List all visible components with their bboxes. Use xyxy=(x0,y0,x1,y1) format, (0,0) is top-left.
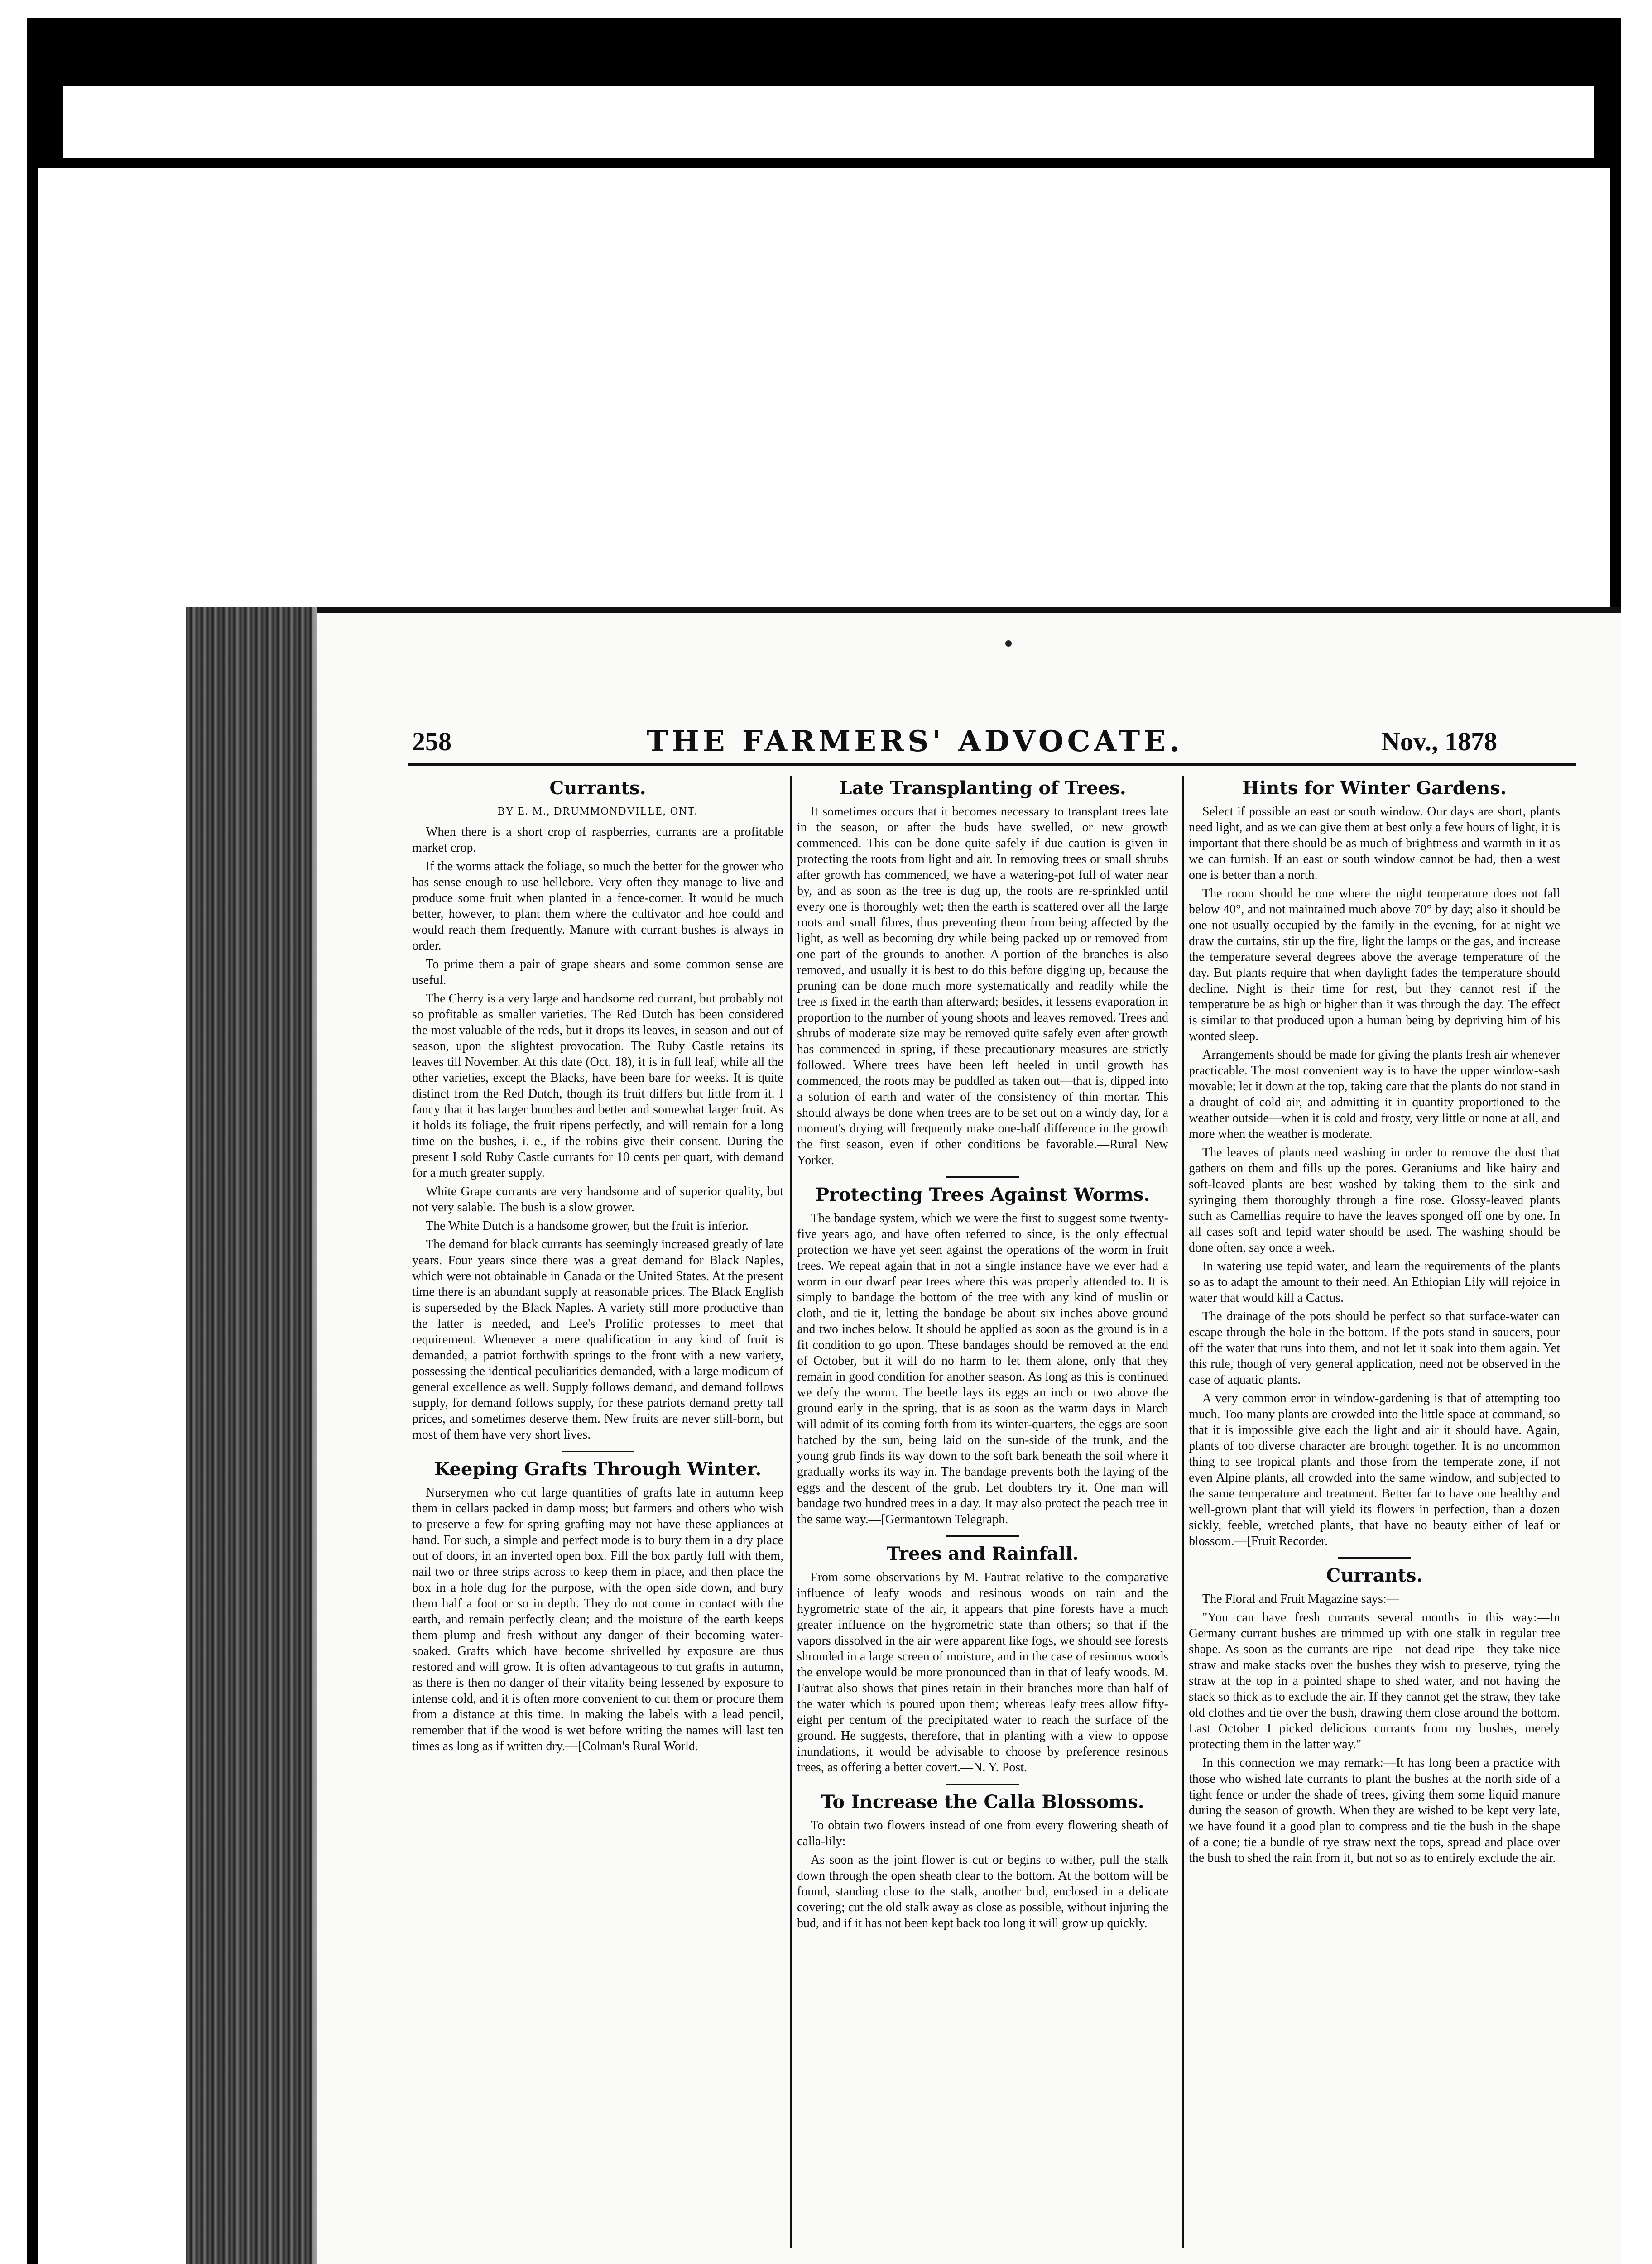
article-grafts xyxy=(412,1458,783,1754)
paragraph: In this connection we may remark:—It has long been a practice with those who wished late currants to plant the bushes at the north side of a tight fence or under the shade of trees, giving them some liquid manure during the season of growth. When they are wished to be kept very late, we have found it a good plan to compress and tie the bush in the shape of a cone; tie a bundle of rye straw next the tops, spread and place over the bush to shed the rain from it, but not so as to entirely exclude the air. xyxy=(1189,1756,1560,1865)
article-calla xyxy=(797,1791,1168,1931)
article-byline: BY E. M., DRUMMONDVILLE, ONT. xyxy=(497,806,698,817)
paragraph: It sometimes occurs that it becomes necessary to transplant trees late in the season, or after the buds have swelled, or new growth commenced. This can be done quite safely if due caution is given in protecting the roots from light and air. In removing trees or small shrubs after growth has commenced, we have a watering-pot full of water near by, and as soon as the tree is dug up, the roots are re-sprinkled until every one is thoroughly wet; then the earth is scattered over all the large roots and small fibres, thus preventing them from being affected by the light, as well as becoming dry while being packed up or removed from one part of the grounds to another. A portion of the branches is also removed, and usually it is best to do this before digging up, because the pruning can be done much more systematically and readily while the tree is fixed in the earth than afterward; besides, it lessens evaporation in proportion to the number of young shoots and leaves removed. Trees and shrubs of moderate size may be removed quite safely even after growth has commenced in spring, if these precautionary measures are strictly followed. Where trees have been left heeled in until growth has commenced, the roots may be puddled as taken out—that is, dipped into a solution of earth and water of the consistency of thin mortar. This should always be done when trees are to be set out on a windy day, for a moment's drying will frequently make one-half difference in the growth the first season, even if other conditions be favorable.—Rural New Yorker. xyxy=(797,805,1168,1167)
paragraph: Nurserymen who cut large quantities of grafts late in autumn keep them in cellars packed in damp moss; but farmers and others who wish to preserve a few for spring grafting may not have these appliances at hand. For such, a simple and perfect mode is to bury them in a dry place out of doors, in an inverted open box. Fill the box partly full with them, nail two or three strips across to keep them in place, and then place the box in a hole dug for the purpose, with the open side down, and bury them half a foot or so in depth. They do not come in contact with the earth, and remain perfectly clean; and the moisture of the earth keeps them plump and fresh without any danger of their becoming water-soaked. Grafts which have become shrivelled by exposure are thus restored and will grow. It is often advantageous to cut grafts in autumn, as there is then no danger of their vitality being lessened by exposure to intense cold, and it is often more convenient to cut them or procure them from a distance at this time. In making the labels with a lead pencil, remember that if the wood is wet before writing the names will last ten times as long as if written dry.—[Colman's Rural World. xyxy=(412,1486,783,1753)
column-3 xyxy=(1189,774,1560,1869)
paragraph: "You can have fresh currants several months in this way:—In Germany currant bushes are trimmed up with one stalk in regular tree shape. As soon as the currants are ripe—not dead ripe—they take nice straw and make stacks over the bushes they wish to preserve, tying the straw at the top in a pointed shape to shed water, and not having the stack so thick as to exclude the air. If they cannot get the straw, they take old clothes and tie over the bush, drawing them close around the bottom. Last October I picked delicious currants from my bushes, merely protecting them in the latter way." xyxy=(1189,1611,1560,1751)
paragraph: As soon as the joint flower is cut or begins to wither, pull the stalk down through the open sheath clear to the bottom. At the bottom will be found, standing close to the stalk, another bud, enclosed in a delicate covering; cut the old stalk away as close as possible, without injuring the bud, and if it has not been kept back too long it will grow up quickly. xyxy=(797,1853,1168,1930)
column-divider xyxy=(1182,776,1184,2248)
paragraph: Select if possible an east or south window. Our days are short, plants need light, and as we can give them at best only a few hours of light, it is important that there should be as much of brightness and warmth in it as we can furnish. If an east or south window cannot be had, then a west one is better than a north. xyxy=(1189,805,1560,882)
paragraph: In watering use tepid water, and learn the requirements of the plants so as to adapt the amount to their need. An Ethiopian Lily will rejoice in water that would kill a Cactus. xyxy=(1189,1259,1560,1305)
book-binding xyxy=(186,607,312,2264)
paragraph: White Grape currants are very handsome and of superior quality, but not very salable. The bush is a slow grower. xyxy=(412,1185,783,1214)
paragraph: Arrangements should be made for giving the plants fresh air whenever practicable. The most convenient way is to have the upper window-sash movable; let it down at the top, taking care that the plants do not stand in a draught of cold air, and admitting it in quantity proportioned to the weather outside—when it is cold and frosty, very little or none at all, and more when the weather is moderate. xyxy=(1189,1048,1560,1141)
paragraph: The drainage of the pots should be perfect so that surface-water can escape through the hole in the bottom. If the pots stand in saucers, pour off the water that runs into them, and not let it soak into them again. Yet this rule, though of very general application, need not be observed in the case of aquatic plants. xyxy=(1189,1309,1560,1387)
column-2 xyxy=(797,774,1168,1934)
film-border-top xyxy=(27,18,1621,168)
article-rainfall xyxy=(797,1543,1168,1775)
article-winter-gardens xyxy=(1189,777,1560,1549)
section-rule xyxy=(1338,1557,1411,1559)
issue-date: Nov., 1878 xyxy=(1381,727,1498,756)
page-number: 258 xyxy=(412,727,451,756)
article-title: Hints for Winter Gardens. xyxy=(1242,777,1507,799)
paragraph: To prime them a pair of grape shears and some common sense are useful. xyxy=(412,957,783,987)
article-title: Protecting Trees Against Worms. xyxy=(815,1184,1150,1205)
section-rule xyxy=(946,1535,1019,1537)
paragraph: When there is a short crop of raspberries, currants are a profitable market crop. xyxy=(412,825,783,855)
article-title: Trees and Rainfall. xyxy=(887,1543,1079,1564)
header-rule xyxy=(408,763,1576,766)
article-currants xyxy=(412,777,783,1443)
article-title: Keeping Grafts Through Winter. xyxy=(434,1458,762,1480)
paragraph: A very common error in window-gardening is that of attempting too much. Too many plants are crowded into the little space at command, so that it is impossible give each the light and air it should have. Again, plants of too diverse character are brought together. It is no uncommon thing to see tropical plants and those from the temperate zone, if not even Alpine plants, all crowded into the same window, and subjected to the same temperature and treatment. Better far to have one healthy and well-grown plant that will yield its flowers in perfection, than a dozen sickly, feeble, wretched plants, that have no beauty either of leaf or blossom.—[Fruit Recorder. xyxy=(1189,1391,1560,1548)
paragraph: From some observations by M. Fautrat relative to the comparative influence of leafy woods and resinous woods on rain and the hygrometric state of the air, it appears that pine forests have a much greater influence on the hygrometric state than others; so that if the vapors dissolved in the air were apparent like fogs, we should see forests shrouded in a large screen of moisture, and in the case of resinous woods the envelope would be more pronounced than in that of leafy woods. M. Fautrat also shows that pines retain in their branches more than half of the water which is poured upon them; whereas leafy trees allow fifty-eight per centum of the precipitated water to reach the surface of the ground. He suggests, therefore, that in planting with a view to oppose inundations, it would be advisable to choose by preference resinous trees, as offering a better covert.—N. Y. Post. xyxy=(797,1570,1168,1775)
paragraph: If the worms attack the foliage, so much the better for the grower who has sense enough to use hellebore. Very often they manage to live and produce some fruit when planted in a fence-corner. It would be much better, however, to plant them where the cultivator and hoe could and would reach them frequently. Manure with currant bushes is always in order. xyxy=(412,859,783,953)
paragraph: The White Dutch is a handsome grower, but the fruit is inferior. xyxy=(426,1219,749,1233)
paragraph: To obtain two flowers instead of one from every flowering sheath of calla-lily: xyxy=(797,1818,1168,1848)
article-title: Currants. xyxy=(549,777,646,799)
article-worms xyxy=(797,1184,1168,1527)
section-rule xyxy=(562,1451,634,1452)
article-late-transplanting xyxy=(797,777,1168,1168)
masthead: THE FARMERS' ADVOCATE. xyxy=(646,724,1183,758)
page-mark xyxy=(1005,640,1012,647)
section-rule xyxy=(946,1784,1019,1785)
paragraph: The demand for black currants has seemingly increased greatly of late years. Four years since there was a great demand for Black Naples, which were not obtainable in Canada or the United States. At the present time there is an abundant supply at reasonable prices. The Black English is superseded by the Black Naples. A variety still more productive than the latter is needed, and Lee's Prolific professes to meet that requirement. Whenever a mere qualification in any kind of fruit is demanded, a patriot forthwith springs to the front with a new variety, possessing the identical peculiarities demanded, with a large modicum of general excellence as well. Supply follows demand, and demand follows supply, for demand follows supply, for these patriots demand pretty tall prices, and sometimes deserve them. New fruits are never still-born, but most of them have very short lives. xyxy=(412,1238,783,1442)
column-divider xyxy=(790,776,792,2248)
paragraph: The room should be one where the night temperature does not fall below 40°, and not maintained much above 70° by day; also it should be one not usually occupied by the family in the evening, for at night we draw the curtains, stir up the fire, light the lamps or the gas, and increase the temperature several degrees above the average temperature of the day. But plants require that when daylight fades the temperature should decline. Night is their time for rest, but they cannot rest if the temperature be as high or higher than it was through the day. The effect is similar to that produced upon a human being by depriving him of his wonted sleep. xyxy=(1189,887,1560,1043)
column-1 xyxy=(412,774,783,1757)
paragraph: The leaves of plants need washing in order to remove the dust that gathers on them and fills up the pores. Geraniums and like hairy and soft-leaved plants are best washed by taking them to the sink and syringing them thoroughly through a fine rose. Glossy-leaved plants such as Camellias require to have the leaves sponged off one by one. In all cases soft and tepid water should be used. The washing should be done often, say once a week. xyxy=(1189,1146,1560,1255)
article-title: To Increase the Calla Blossoms. xyxy=(821,1791,1144,1813)
paragraph: The bandage system, which we were the first to suggest some twenty-five years ago, and have often referred to since, is the only effectual protection we have yet seen against the operations of the worm in fruit trees. We repeat again that in not a single instance have we ever had a worm in our dwarf pear trees where this was properly attended to. It is simply to bandage the bottom of the tree with any kind of muslin or cloth, and tie it, letting the bandage be about six inches above ground and two inches below. It should be applied as soon as the ground is in a fit condition to go upon. These bandages should be removed at the end of October, but it will do no harm to let them alone, only that they remain in good condition for another season. As long as this is continued we defy the worm. The beetle lays its eggs an inch or two above the ground early in the spring, that is as soon as the warm days in March will admit of its coming forth from its winter-quarters, the eggs are soon hatched by the sun, being laid on the sun-side of the trunk, and the young grub finds its way down to the soft bark beneath the soil where it gradually works its way in. The bandage prevents both the laying of the eggs and the descent of the grub. Let doubters try it. One man will bandage two hundred trees in a day. It may also protect the peach tree in the same way.—[Germantown Telegraph. xyxy=(797,1211,1168,1526)
article-title: Currants. xyxy=(1326,1565,1423,1586)
film-border-left xyxy=(27,168,38,2264)
paragraph: The Floral and Fruit Magazine says:— xyxy=(1202,1592,1399,1606)
paragraph: The Cherry is a very large and handsome red currant, but probably not so profitable as smaller varieties. The Red Dutch has been considered the most valuable of the reds, but it drops its leaves, in season and out of season, upon the slightest provocation. The Ruby Castle retains its leaves till November. At this date (Oct. 18), it is in full leaf, while all the other varieties, except the Blacks, have been bare for weeks. It is quite distinct from the Red Dutch, though its fruit differs but little from it. I fancy that it has larger bunches and better and somewhat larger fruit. As it holds its foliage, the fruit ripens perfectly, and will remain for a long time on the bushes, i. e., if the robins give their consent. During the present I sold Ruby Castle currants for 10 cents per quart, with demand for a much greater supply. xyxy=(412,992,783,1180)
newspaper-page xyxy=(317,607,1621,2264)
section-rule xyxy=(946,1176,1019,1178)
article-currants-2 xyxy=(1189,1565,1560,1866)
article-title: Late Transplanting of Trees. xyxy=(839,777,1126,799)
